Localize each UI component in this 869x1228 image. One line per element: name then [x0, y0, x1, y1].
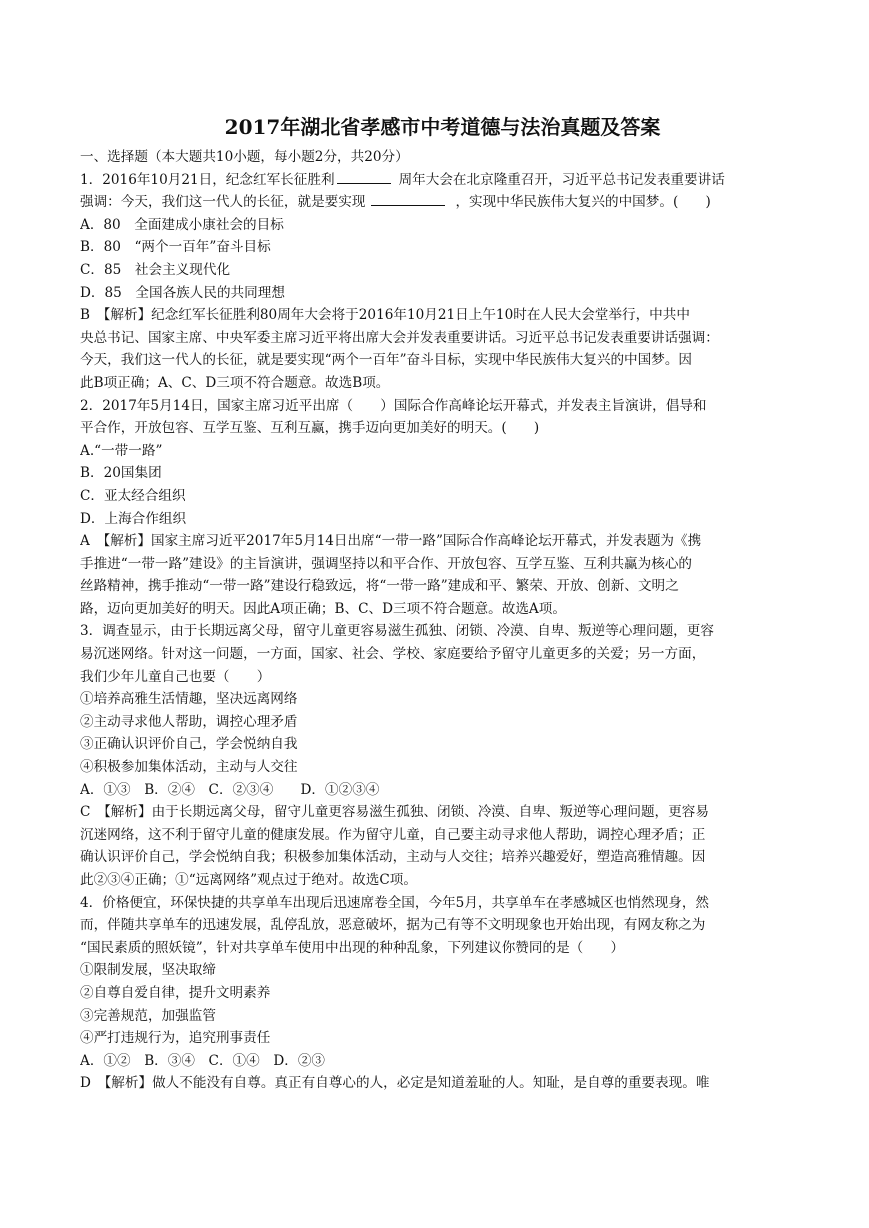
q2-stem-line: 2．2017年5月14日，国家主席习近平出席（ ）国际合作高峰论坛开幕式，并发表主旨演讲，倡导和: [80, 397, 707, 414]
q1-option: B．80 “两个一百年”奋斗目标: [80, 239, 271, 256]
q2-analysis-line: 丝路精神，携手推动“一带一路”建设行稳致远，将“一带一路”建成和平、繁荣、开放、创新、文明之: [80, 578, 679, 595]
q1-option: A．80 全面建成小康社会的目标: [80, 216, 284, 233]
q3-stem-line: 我们少年儿童自己也要（ ）: [80, 668, 271, 685]
q1-analysis-line: B 【解析】纪念红军长征胜利80周年大会将于2016年10月21日上午10时在人民大会堂举行，中共中: [80, 307, 690, 324]
q4-stem-line: 4．价格便宜，环保快捷的共享单车出现后迅速席卷全国，今年5月，共享单车在孝感城区也悄然现身，然: [80, 894, 710, 911]
q2-analysis-line: 路，迈向更加美好的明天。因此A项正确；B、C、D三项不符合题意。故选A项。: [80, 600, 566, 617]
q3-stem-line: 3．调查显示，由于长期远离父母，留守儿童更容易滋生孤独、闭锁、冷漠、自卑、叛逆等心理问题，更容: [80, 623, 714, 640]
section-heading: 一、选择题（本大题共10小题，每小题2分，共20分）: [80, 149, 409, 165]
q4-choices: A．①② B．③④ C．①④ D．②③: [80, 1052, 326, 1069]
q2-option: D．上海合作组织: [80, 510, 187, 527]
q2-analysis-line: A 【解析】国家主席习近平2017年5月14日出席“一带一路”国际合作高峰论坛开幕式，并发表题为《携: [80, 533, 702, 550]
q2-stem-line: 平合作，开放包容、互学互鉴、互利互赢，携手迈向更加美好的明天。( ): [80, 420, 540, 437]
q1-stem-part: 强调：今天，我们这一代人的长征，就是要实现: [80, 194, 366, 211]
q1-stem-part: ，实现中华民族伟大复兴的中国梦。( ): [455, 194, 711, 211]
q3-item: ③正确认识评价自己，学会悦纳自我: [80, 736, 298, 753]
q4-item: ④严打违规行为，追究刑事责任: [80, 1030, 271, 1047]
q1-analysis-line: 央总书记、国家主席、中央军委主席习近平将出席大会并发表重要讲话。习近平总书记发表重要讲话强调：: [80, 329, 719, 346]
q4-item: ①限制发展，坚决取缔: [80, 962, 216, 979]
q2-option: C．亚太经合组织: [80, 487, 186, 504]
q3-analysis-line: C 【解析】由于长期远离父母，留守儿童更容易滋生孤独、闭锁、冷漠、自卑、叛逆等心理问题，更容易: [80, 804, 709, 821]
q3-item: ④积极参加集体活动，主动与人交往: [80, 759, 298, 776]
q4-stem-line: 而，伴随共享单车的迅速发展，乱停乱放，恶意破坏，据为己有等不文明现象也开始出现，有网友称之为: [80, 917, 706, 934]
q4-item: ③完善规范，加强监管: [80, 1007, 216, 1024]
page-title: 2017年湖北省孝感市中考道德与法治真题及答案: [224, 115, 661, 139]
q1-analysis-line: 今天，我们这一代人的长征，就是要实现“两个一百年”奋斗目标，实现中华民族伟大复兴的中国梦。因: [80, 352, 693, 369]
question-1-stem-line: [80, 169, 805, 192]
q1-blank-1: [337, 169, 391, 184]
q4-stem-line: “国民素质的照妖镜”，针对共享单车使用中出现的种种乱象，下列建议你赞同的是（ ）: [80, 939, 625, 956]
q1-blank-2: [371, 191, 445, 206]
q2-option: B．20国集团: [80, 465, 162, 482]
q1-stem-part: 1．2016年10月21日，纪念红军长征胜利: [80, 171, 335, 188]
q1-option: C．85 社会主义现代化: [80, 261, 231, 278]
q4-analysis-line: D 【解析】做人不能没有自尊。真正有自尊心的人，必定是知道羞耻的人。知耻，是自尊的重要表现。唯: [80, 1075, 710, 1092]
q2-option: A.“一带一路”: [80, 442, 163, 459]
q1-option: D．85 全国各族人民的共同理想: [80, 284, 285, 301]
q3-stem-line: 易沉迷网络。针对这一问题，一方面，国家、社会、学校、家庭要给予留守儿童更多的关爱；另一方面，: [80, 646, 706, 663]
q3-choices: A．①③ B．②④ C．②③④ D．①②③④: [80, 781, 380, 798]
q3-item: ②主动寻求他人帮助，调控心理矛盾: [80, 713, 298, 730]
q2-analysis-line: 手推进“一带一路”建设》的主旨演讲，强调坚持以和平合作、开放包容、互学互鉴、互利共赢为核心的: [80, 555, 693, 572]
q3-analysis-line: 沉迷网络，这不利于留守儿童的健康发展。作为留守儿童，自己要主动寻求他人帮助，调控心理矛盾；正: [80, 826, 706, 843]
q3-analysis-line: 此②③④正确；①“远离网络”观点过于绝对。故选C项。: [80, 872, 417, 888]
q3-analysis-line: 确认识评价自己，学会悦纳自我；积极参加集体活动，主动与人交往；培养兴趣爱好，塑造高雅情趣。因: [80, 849, 706, 866]
q1-stem-part: 周年大会在北京隆重召开，习近平总书记发表重要讲话: [398, 171, 725, 188]
q1-analysis-line: 此B项正确；A、C、D三项不符合题意。故选B项。: [80, 374, 390, 391]
q4-item: ②自尊自爱自律，提升文明素养: [80, 984, 271, 1001]
question-1-stem-line: [80, 191, 805, 214]
q3-item: ①培养高雅生活情趣，坚决远离网络: [80, 691, 298, 708]
